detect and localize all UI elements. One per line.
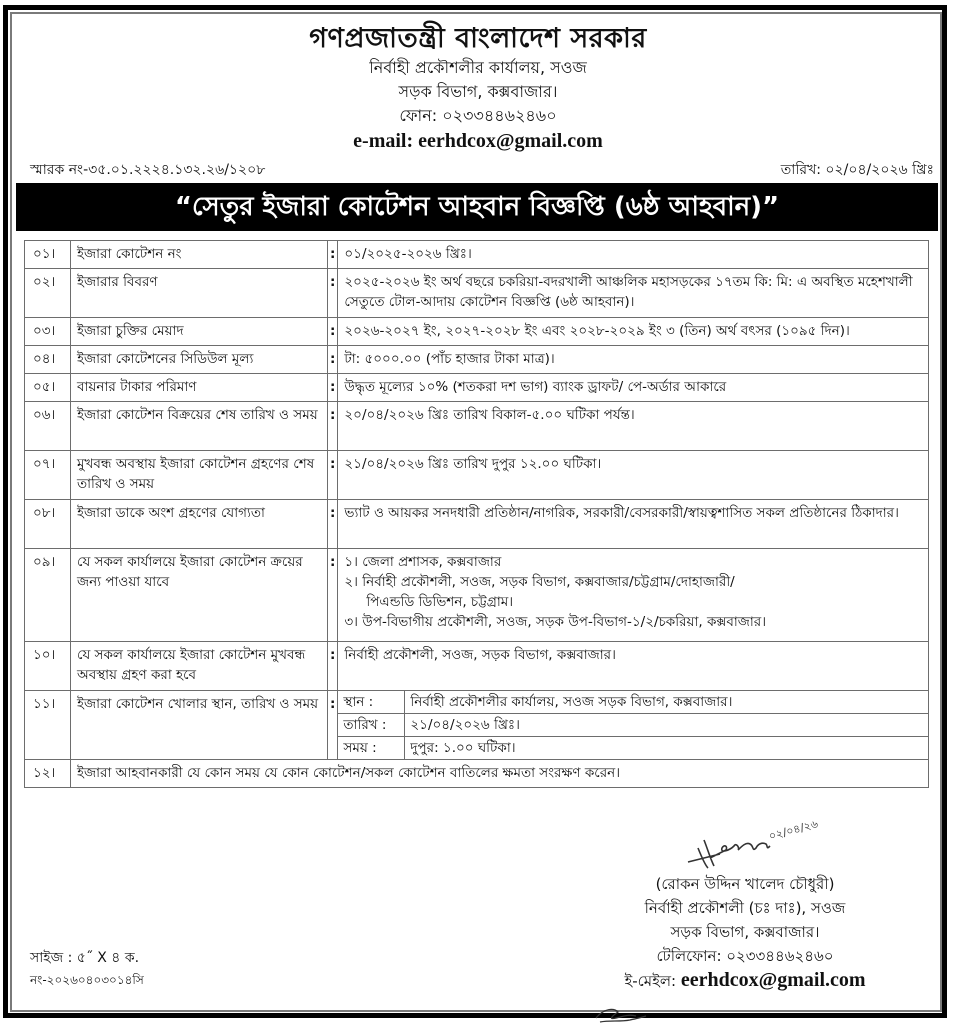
phone-number: ফোন: ০২৩৩৪৪৬২৪৬০ [399, 106, 557, 125]
row-number: ০৯। [25, 549, 71, 642]
row-value: নির্বাহী প্রকৌশলী, সওজ, সড়ক বিভাগ, কক্সবাজার। [338, 642, 929, 691]
row-value: ২০২৫-২০২৬ ইং অর্থ বছরে চকরিয়া-বদরখালী আঞ্চলিক মহাসড়কের ১৭তম কি: মি: এ অবস্থিত মহেশখালী সেতুতে টোল-আদায় কোটেশন বিজ্ঞপ্তি (৬ষ্ঠ আহবান)। [338, 269, 929, 318]
row-label: ইজারা কোটেশন খোলার স্থান, তারিখ ও সময় [71, 691, 328, 760]
row-value: ০১/২০২৫-২০২৬ খ্রিঃ। [338, 241, 929, 269]
row-label: ইজারার বিবরণ [71, 269, 328, 318]
memo-number: স্মারক নং-৩৫.০১.২২২৪.১৩২.২৬/১২০৮ [30, 162, 266, 178]
opening-place-label: স্থান : [338, 691, 405, 714]
signature-date: ০২/০৪/২৬ [767, 817, 820, 843]
row-number: ০৪। [25, 346, 71, 374]
row-value: ২০/০৪/২০২৬ খ্রিঃ তারিখ বিকাল-৫.০০ ঘটিকা পর্যন্ত। [338, 402, 929, 451]
print-size-note [30, 947, 144, 991]
opening-place-row [338, 691, 928, 714]
row-number: ০২। [25, 269, 71, 318]
issue-date: তারিখ: ০২/০৪/২০২৬ খ্রিঃ [780, 162, 934, 178]
opening-date-row [338, 714, 928, 737]
table-row [25, 374, 929, 402]
row-number: ০৮। [25, 500, 71, 549]
table-row [25, 269, 929, 318]
initial-signature-icon [590, 1004, 670, 1026]
table-row [25, 500, 929, 549]
office-list-item: ২। নির্বাহী প্রকৌশলী, সওজ, সড়ক বিভাগ, কক্সবাজার/চট্টগ্রাম/দোহাজারী/ [344, 574, 735, 590]
quotation-details-table [24, 240, 929, 788]
row-colon: : [328, 402, 338, 451]
row-label: ইজারা কোটেশন নং [71, 241, 328, 269]
table-row [25, 642, 929, 691]
row-colon: : [328, 500, 338, 549]
row-colon: : [328, 346, 338, 374]
table-row [25, 451, 929, 500]
row-number: ০৫। [25, 374, 71, 402]
row-colon: : [328, 549, 338, 642]
office-list [338, 549, 929, 642]
row-number: ০৬। [25, 402, 71, 451]
signatory-email-label: ই-মেইল: [624, 972, 677, 990]
division-name: সড়ক বিভাগ, কক্সবাজার। [398, 82, 558, 101]
row-number: ১১। [25, 691, 71, 760]
row-number: ০১। [25, 241, 71, 269]
opening-date-value: ২১/০৪/২০২৬ খ্রিঃ। [405, 714, 928, 737]
signatory-name: (রোকন উদ্দিন খালেদ চৌধুরী) [655, 875, 835, 893]
table-row [25, 691, 929, 760]
row-number: ০৭। [25, 451, 71, 500]
signatory-division: সড়ক বিভাগ, কক্সবাজার। [670, 923, 820, 941]
row-label: বায়নার টাকার পরিমাণ [71, 374, 328, 402]
signatory-email: eerhdcox@gmail.com [680, 969, 866, 991]
opening-time-row [338, 737, 928, 760]
signatory-designation: নির্বাহী প্রকৌশলী (চঃ দাঃ), সওজ [644, 899, 846, 917]
office-list-item-continuation: পিএন্ডডি ডিভিশন, চট্টগ্রাম। [366, 594, 514, 610]
row-colon: : [328, 241, 338, 269]
row-number: ১০। [25, 642, 71, 691]
office-list-item: ৩। উপ-বিভাগীয় প্রকৌশলী, সওজ, সড়ক উপ-বিভাগ-১/২/চকরিয়া, কক্সবাজার। [344, 614, 767, 630]
row-colon: : [328, 451, 338, 500]
row-colon: : [328, 269, 338, 318]
row-number: ০৩। [25, 318, 71, 346]
row-label: যে সকল কার্যালয়ে ইজারা কোটেশন মুখবন্ধ অবস্থায় গ্রহণ করা হবে [71, 642, 328, 691]
row-label: ইজারা চুক্তির মেয়াদ [71, 318, 328, 346]
row-value: টা: ৫০০০.০০ (পাঁচ হাজার টাকা মাত্র)। [338, 346, 929, 374]
table-row [25, 760, 929, 788]
print-size: সাইজ : ৫˝ X ৪ ক. [30, 950, 140, 966]
table-row [25, 241, 929, 269]
opening-details-table [338, 691, 928, 759]
row-colon: : [328, 374, 338, 402]
signatory-phone: টেলিফোন: ০২৩৩৪৪৬২৪৬০ [656, 947, 834, 965]
row-value: উদ্ধৃত মূল্যের ১০% (শতকরা দশ ভাগ) ব্যাংক ড্রাফট/ পে-অর্ডার আকারে [338, 374, 929, 402]
row-number: ১২। [25, 760, 71, 788]
opening-time-value: দুপুর: ১.০০ ঘটিকা। [410, 740, 516, 756]
table-row [25, 402, 929, 451]
signatory-block [580, 872, 910, 993]
opening-time-label: সময় : [338, 737, 405, 760]
table-row [25, 549, 929, 642]
row-colon: : [328, 318, 338, 346]
letterhead [0, 22, 956, 154]
signatory-email-line [580, 968, 910, 993]
government-name: গণপ্রজাতন্ত্রী বাংলাদেশ সরকার [309, 23, 647, 54]
row-label: ইজারা ডাকে অংশ গ্রহণের যোগ্যতা [71, 500, 328, 549]
table-row [25, 318, 929, 346]
row-colon: : [328, 642, 338, 691]
opening-details [338, 691, 929, 760]
row-value: ইজারা আহবানকারী যে কোন সময় যে কোন কোটেশন/সকল কোটেশন বাতিলের ক্ষমতা সংরক্ষণ করেন। [71, 760, 929, 788]
row-value: ২০২৬-২০২৭ ইং, ২০২৭-২০২৮ ইং এবং ২০২৮-২০২৯ ইং ৩ (তিন) অর্থ বৎসর (১০৯৫ দিন)। [338, 318, 929, 346]
notice-title: “সেতুর ইজারা কোটেশন আহবান বিজ্ঞপ্তি (৬ষ্ঠ আহবান)” [16, 183, 938, 231]
row-label: ইজারা কোটেশন বিক্রয়ের শেষ তারিখ ও সময় [71, 402, 328, 451]
table-row [25, 346, 929, 374]
opening-date-label: তারিখ : [338, 714, 405, 737]
email-address: e-mail: eerhdcox@gmail.com [353, 130, 603, 152]
row-colon: : [328, 691, 338, 760]
signature-icon [680, 817, 820, 870]
row-label: ইজারা কোটেশনের সিডিউল মূল্য [71, 346, 328, 374]
opening-place-value: নির্বাহী প্রকৌশলীর কার্যালয়, সওজ সড়ক বিভাগ, কক্সবাজার। [405, 691, 928, 714]
office-list-item: ১। জেলা প্রশাসক, কক্সবাজার [344, 554, 502, 570]
row-value: ২১/০৪/২০২৬ খ্রিঃ তারিখ দুপুর ১২.০০ ঘটিকা। [338, 451, 929, 500]
print-code: নং-২০২৬০৪০৩০১৪সি [30, 973, 144, 987]
office-name: নির্বাহী প্রকৌশলীর কার্যালয়, সওজ [369, 58, 587, 77]
row-label: যে সকল কার্যালয়ে ইজারা কোটেশন ক্রয়ের জন্য পাওয়া যাবে [71, 549, 328, 642]
row-label: মুখবন্ধ অবস্থায় ইজারা কোটেশন গ্রহণের শেষ তারিখ ও সময় [71, 451, 328, 500]
row-value: ভ্যাট ও আয়কর সনদধারী প্রতিষ্ঠান/নাগরিক, সরকারী/বেসরকারী/স্বায়ত্বশাসিত সকল প্রতিষ্ঠানের ঠিকাদার। [338, 500, 929, 549]
